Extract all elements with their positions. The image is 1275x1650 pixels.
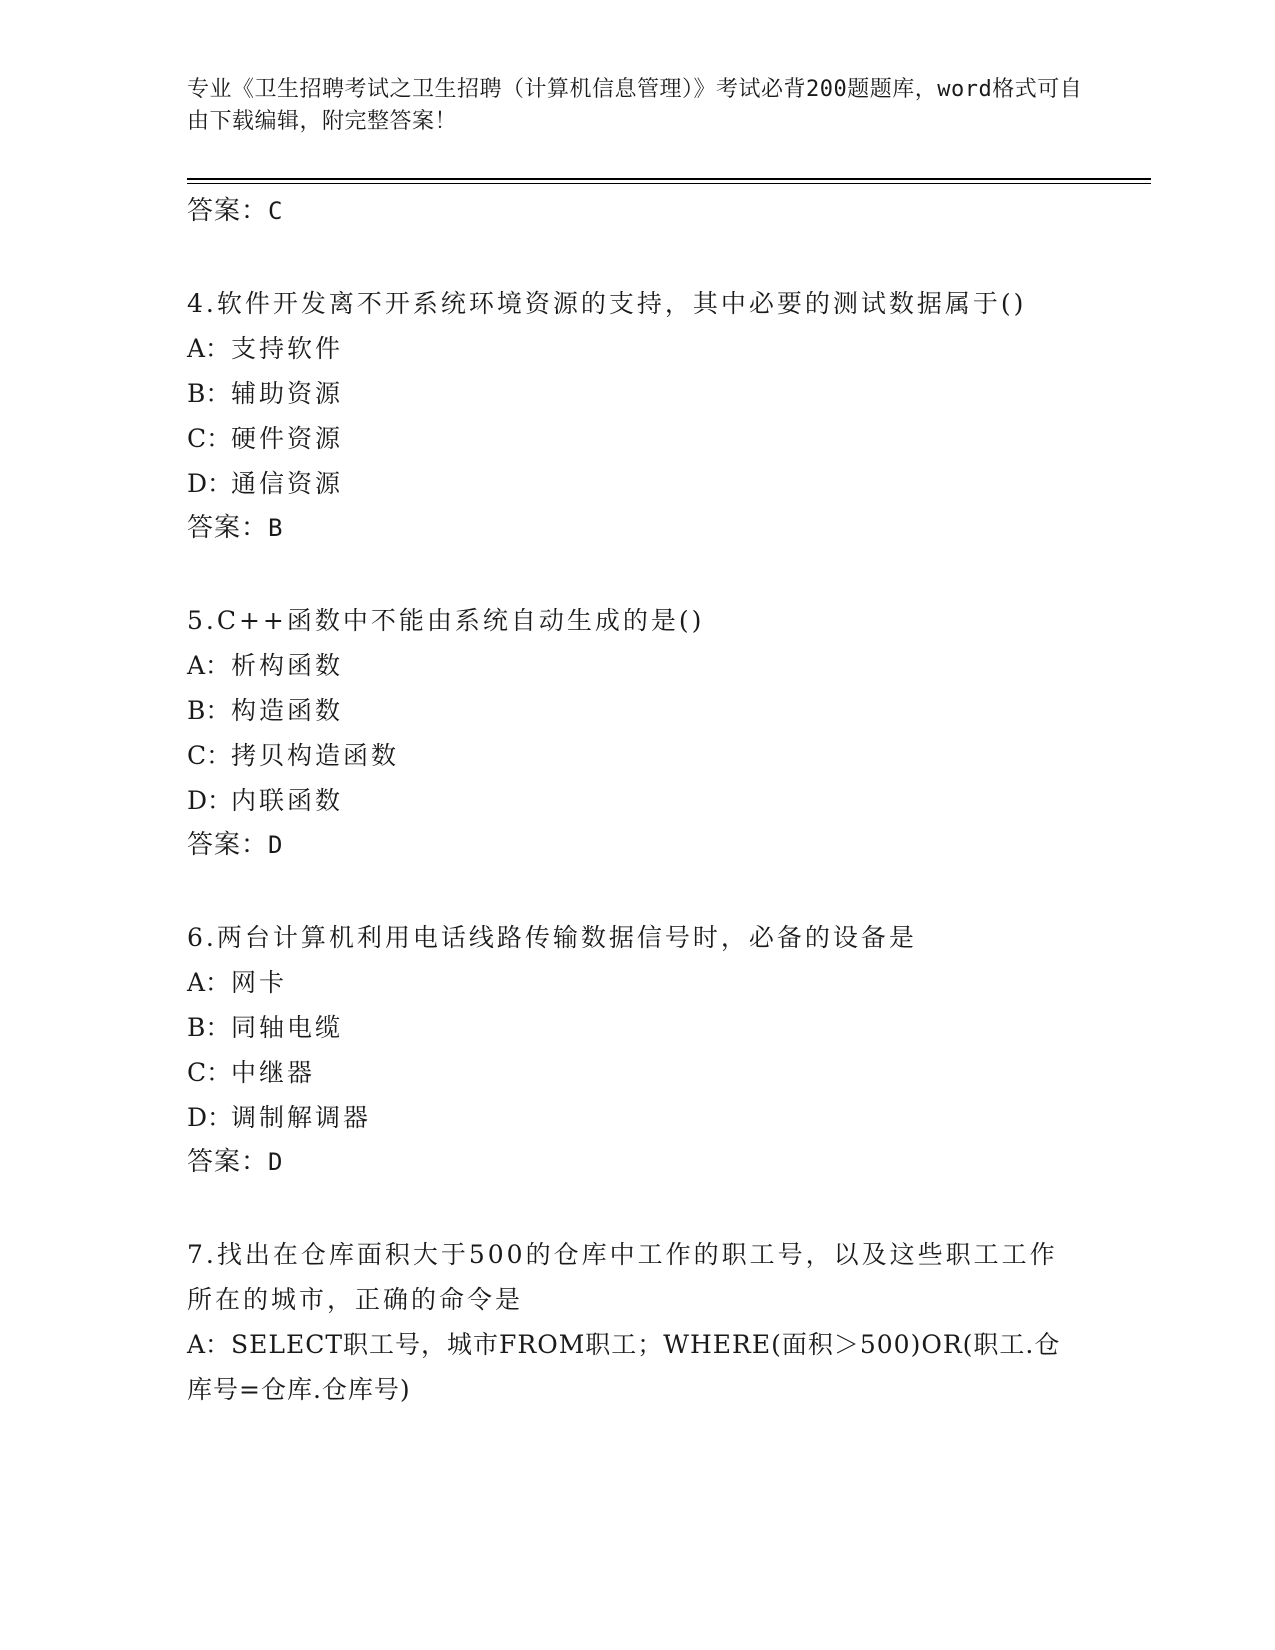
option-key: D： (187, 1103, 233, 1132)
option-d (187, 778, 1067, 823)
option-key: C： (187, 424, 232, 453)
header-rule-thick (187, 178, 1151, 180)
spacer (187, 234, 1067, 281)
option-text: 网卡 (231, 968, 288, 997)
spacer (187, 868, 1067, 915)
option-key: B： (187, 696, 231, 725)
option-d (187, 461, 1067, 506)
prev-answer-line (187, 189, 1067, 234)
answer-line (187, 506, 1067, 551)
option-text: 构造函数 (231, 696, 344, 725)
option-key: A： (187, 968, 231, 997)
option-d (187, 1095, 1067, 1140)
question-stem: 6.两台计算机利用电话线路传输数据信号时，必备的设备是 (187, 923, 917, 952)
option-key: B： (187, 379, 231, 408)
option-b (187, 688, 1067, 733)
option-c (187, 416, 1067, 461)
option-key: A： (187, 651, 231, 680)
spacer (187, 551, 1067, 598)
option-key: A： (187, 1330, 231, 1359)
option-text: 拷贝构造函数 (231, 741, 400, 770)
document-header: 专业《卫生招聘考试之卫生招聘（计算机信息管理）》考试必背200题题库，word格式可自由下载编辑，附完整答案！ (187, 77, 1083, 134)
question-stem: 7.找出在仓库面积大于500的仓库中工作的职工号，以及这些职工工作所在的城市，正确的命令是 (187, 1240, 1058, 1314)
option-key: A： (187, 334, 231, 363)
option-key: B： (187, 1013, 231, 1042)
question-stem: 4.软件开发离不开系统环境资源的支持，其中必要的测试数据属于() (187, 289, 1027, 318)
answer-value: C (268, 197, 284, 225)
option-key: C： (187, 1058, 232, 1087)
answer-line (187, 823, 1067, 868)
answer-label: 答案： (187, 830, 269, 860)
option-text: 同轴电缆 (231, 1013, 344, 1042)
question-stem: 5.C++函数中不能由系统自动生成的是() (187, 606, 705, 635)
header-rule-thin (187, 183, 1151, 184)
option-text: 辅助资源 (231, 379, 344, 408)
option-a (187, 1322, 1067, 1412)
option-text: SELECT职工号，城市FROM职工；WHERE(面积＞500)OR(职工.仓库号=仓库.仓库号) (187, 1330, 1061, 1404)
answer-value: D (268, 1148, 284, 1176)
spacer (187, 1185, 1067, 1232)
question-list (187, 189, 1067, 1412)
option-key: D： (187, 469, 233, 498)
answer-label: 答案： (187, 196, 269, 226)
option-a (187, 960, 1067, 1005)
option-text: 内联函数 (231, 786, 344, 815)
option-text: 通信资源 (231, 469, 344, 498)
option-a (187, 643, 1067, 688)
option-c (187, 1050, 1067, 1095)
answer-value: D (268, 831, 284, 859)
option-key: D： (187, 786, 233, 815)
option-b (187, 1005, 1067, 1050)
option-b (187, 371, 1067, 416)
answer-label: 答案： (187, 513, 269, 543)
option-text: 析构函数 (231, 651, 344, 680)
option-c (187, 733, 1067, 778)
answer-label: 答案： (187, 1147, 269, 1177)
option-text: 硬件资源 (231, 424, 344, 453)
answer-line (187, 1140, 1067, 1185)
answer-value: B (268, 514, 284, 542)
option-text: 支持软件 (231, 334, 344, 363)
option-text: 调制解调器 (231, 1103, 372, 1132)
option-a (187, 326, 1067, 371)
option-text: 中继器 (231, 1058, 316, 1087)
option-key: C： (187, 741, 232, 770)
